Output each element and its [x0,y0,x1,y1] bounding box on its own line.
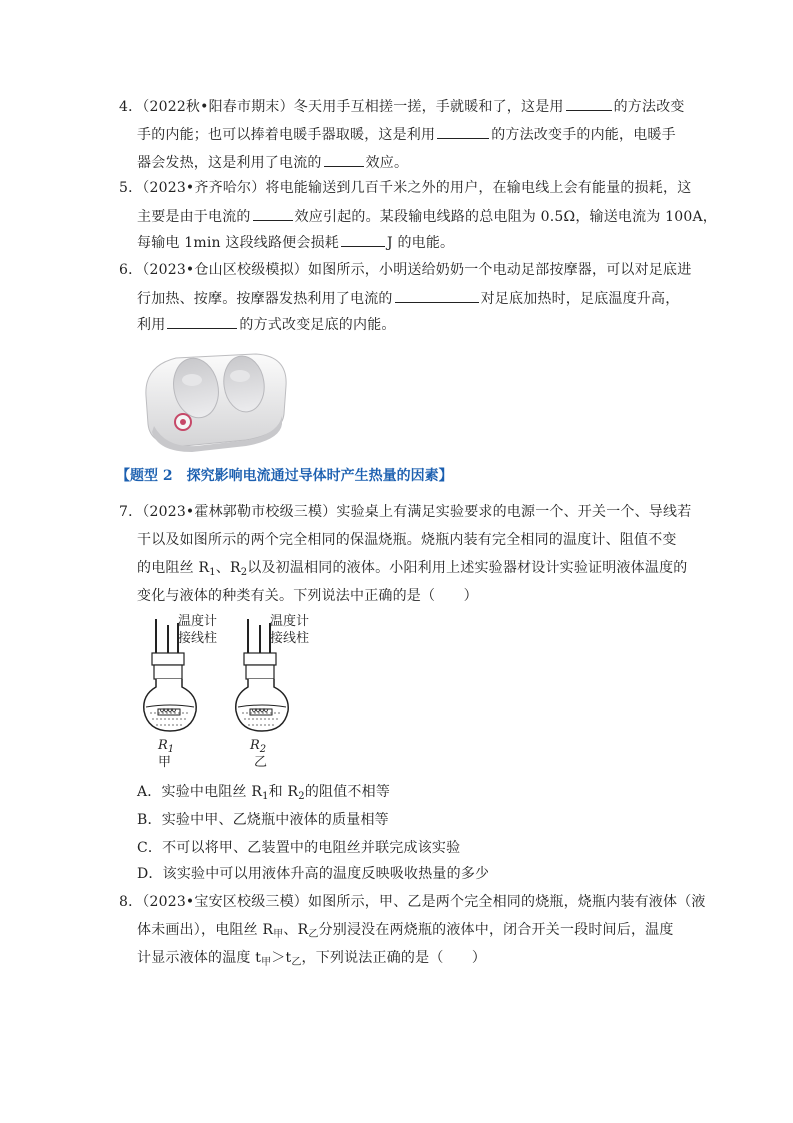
resistor-label-r1: $R_1$ [158,738,175,755]
q7-line-2: 干以及如图所示的两个完全相同的保温烧瓶。烧瓶内装有完全相同的温度计、阻值不变 [137,532,677,548]
q6-line-1: 6．（2023•仓山区校级模拟）如图所示，小明送给奶奶一个电动足部按摩器，可以对足底进 [119,262,692,278]
answer-blank[interactable] [395,288,479,303]
q7-line-1: 7．（2023•霍林郭勒市校级三模）实验桌上有满足实验要求的电源一个、开关一个、导线若 [119,504,692,520]
q7-option-c[interactable]: C．不可以将甲、乙装置中的电阻丝并联完成该实验 [137,840,461,856]
q7-line-3: 的电阻丝 $R_1$、$R_2$以及初温相同的液体。小阳利用上述实验器材设计实验证明液体温度的 [137,560,688,578]
resistor-label-r2: $R_2$ [250,738,267,755]
q8-line-2: 体未画出），电阻丝 $R_甲$、$R_乙$分别浸没在两烧瓶的液体中，闭合开关一段时间后，温度 [137,922,674,940]
q7-option-a[interactable]: A．实验中电阻丝 $R_1$和 $R_2$的阻值不相等 [137,784,391,802]
q6-line-3: 利用 的方式改变足底的内能。 [137,314,396,335]
answer-blank[interactable] [341,232,385,247]
answer-blank[interactable] [324,152,364,167]
q5-line-2: 主要是由于电流的 效应引起的。某段输电线路的总电阻为 0.5Ω，输送电流为 100A， [137,206,717,227]
q7-line-4: 变化与液体的种类有关。下列说法中正确的是（ ） [137,588,478,604]
section-heading: 【题型 2 探究影响电流通过导体时产生热量的因素】 [116,468,453,484]
q5-line-1: 5．（2023•齐齐哈尔）将电能输送到几百千米之外的用户，在输电线上会有能量的损耗，这 [119,180,692,196]
q4-line-1: 4．（2022秋•阳春市期末）冬天用手互相搓一搓，手就暖和了，这是用 的方法改变 [119,96,685,117]
q6-line-2: 行加热、按摩。按摩器发热利用了电流的 对足底加热时，足底温度升高， [137,288,679,309]
terminal-label-right: 接线柱 [270,631,310,646]
answer-blank[interactable] [437,124,489,139]
terminal-label-left: 接线柱 [178,631,218,646]
foot-massager-image [136,336,296,456]
answer-blank[interactable] [253,206,293,221]
q4-line-2: 手的内能；也可以捧着电暖手器取暖，这是利用 的方法改变手的内能，电暖手 [137,124,676,145]
q5-line-3: 每输电 1min 这段线路便会损耗 J 的电能。 [137,232,454,253]
q7-option-d[interactable]: D．该实验中可以用液体升高的温度反映吸收热量的多少 [137,866,490,882]
thermometer-label-left: 温度计 [178,614,218,629]
answer-blank[interactable] [566,96,612,111]
apparatus-name-right: 乙 [254,755,268,770]
q8-line-1: 8．（2023•宝安区校级三模）如图所示，甲、乙是两个完全相同的烧瓶，烧瓶内装有液体（液 [119,894,706,910]
apparatus-name-left: 甲 [158,755,172,770]
q7-option-b[interactable]: B．实验中甲、乙烧瓶中液体的质量相等 [137,812,389,828]
thermometer-label-right: 温度计 [270,614,310,629]
q4-line-3: 器会发热，这是利用了电流的 效应。 [137,152,408,173]
q8-line-3: 计显示液体的温度 $t_甲>t_乙$，下列说法正确的是（ ） [137,950,487,968]
answer-blank[interactable] [167,314,237,329]
